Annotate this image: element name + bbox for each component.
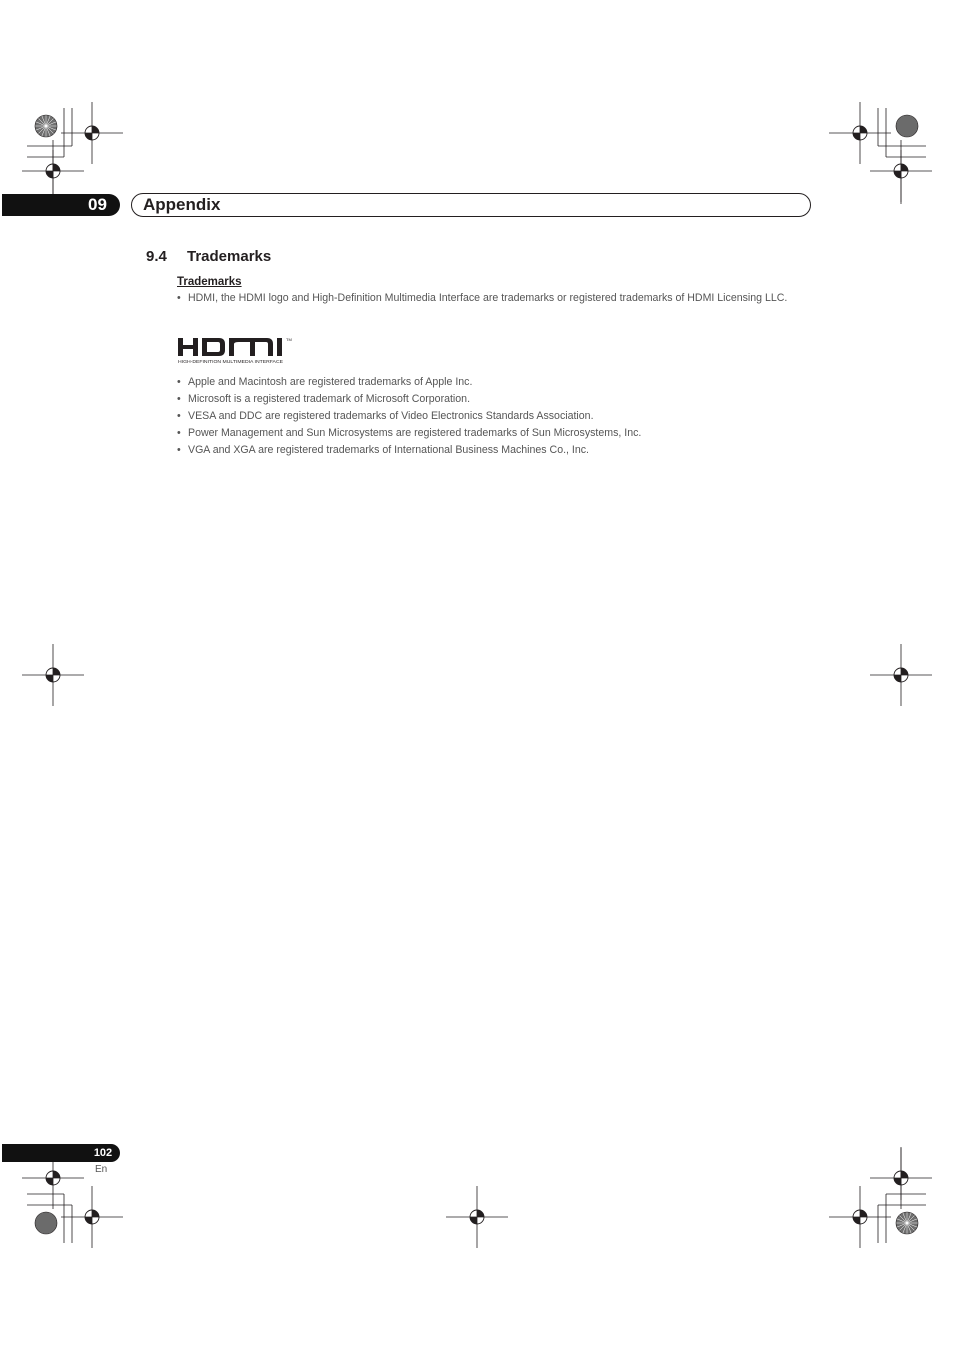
chapter-title-bar [131, 193, 811, 217]
hdmi-tagline: HIGH-DEFINITION MULTIMEDIA INTERFACE [178, 359, 283, 364]
hdmi-logo [177, 336, 295, 364]
list-item: • HDMI, the HDMI logo and High-Definition Multimedia Interface are trademarks or registered trademarks of HDMI Licensing LLC. [177, 292, 817, 305]
section-heading [146, 248, 271, 265]
section-title: Trademarks [187, 248, 272, 265]
trademark-list [177, 376, 817, 461]
list-item: • Apple and Macintosh are registered trademarks of Apple Inc. [177, 376, 817, 389]
list-item: • Power Management and Sun Microsystems are registered trademarks of Sun Microsystems, Inc. [177, 427, 817, 440]
chapter-number: 09 [88, 195, 107, 214]
section-number: 9.4 [146, 248, 167, 265]
list-item: • Microsoft is a registered trademark of Microsoft Corporation. [177, 393, 817, 406]
hdmi-trademark-list [177, 292, 817, 309]
language-label: En [95, 1164, 108, 1175]
list-item: • VESA and DDC are registered trademarks of Video Electronics Standards Association. [177, 410, 817, 423]
hdmi-tm: TM [286, 337, 292, 342]
chapter-title: Appendix [143, 195, 221, 214]
page-number: 102 [93, 1147, 113, 1159]
subheading: Trademarks [177, 276, 242, 288]
list-item: • VGA and XGA are registered trademarks of International Business Machines Co., Inc. [177, 444, 817, 457]
